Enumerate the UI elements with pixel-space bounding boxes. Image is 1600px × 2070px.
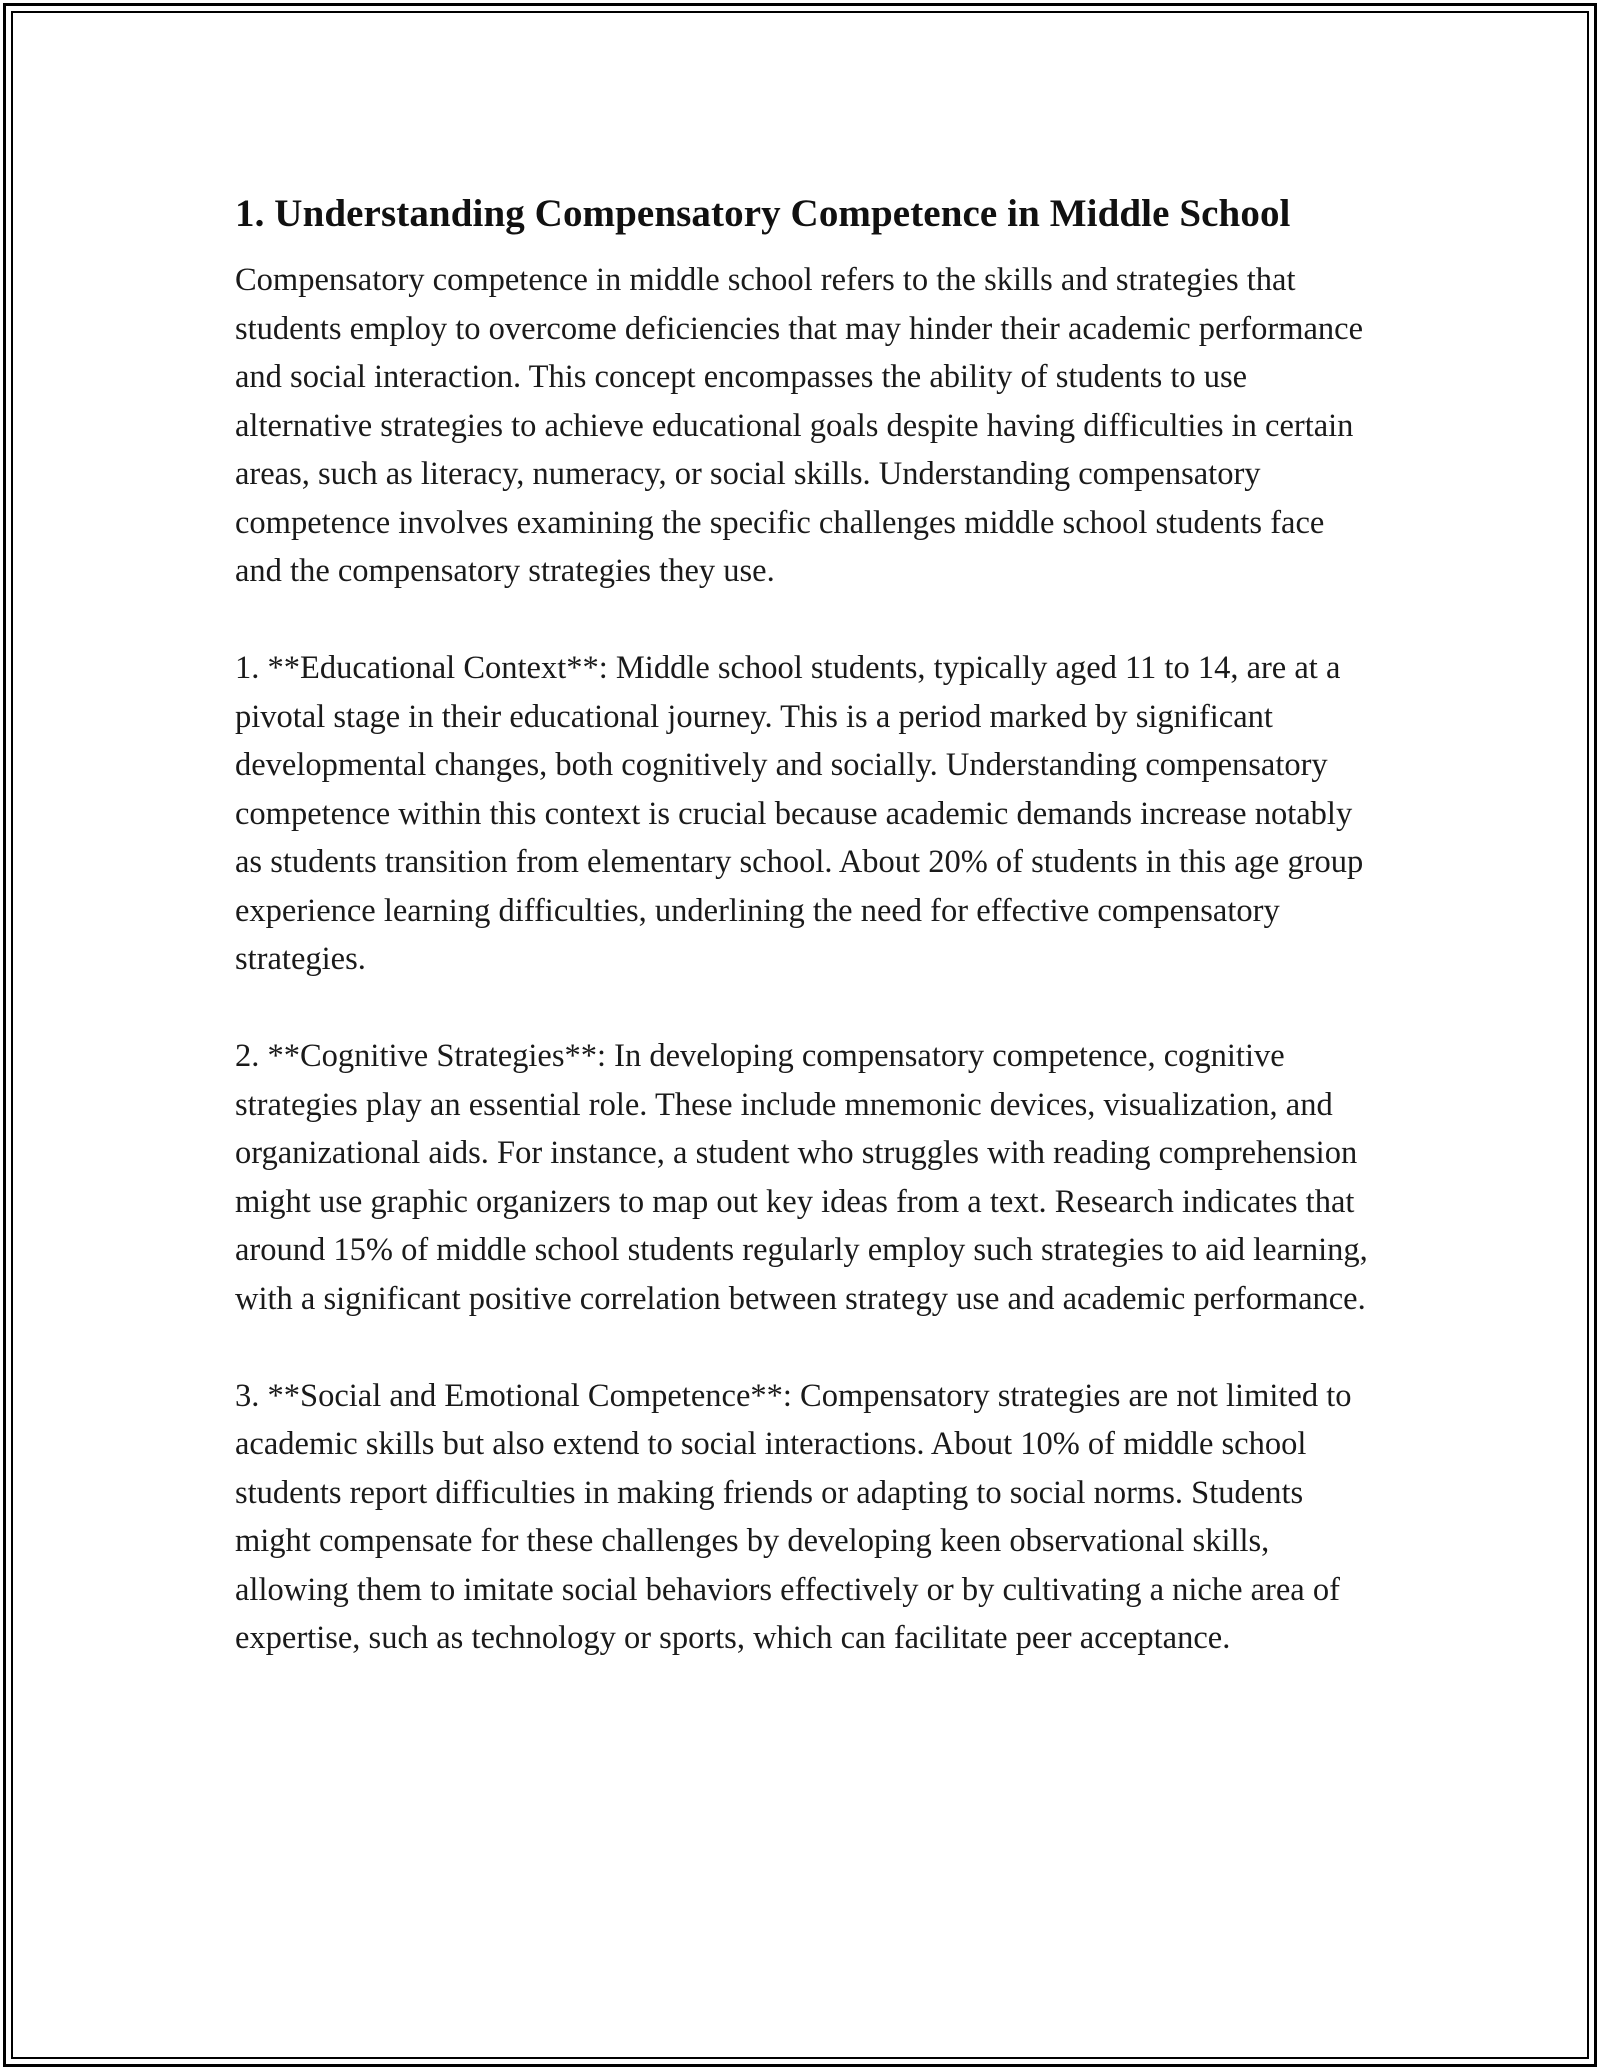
social-emotional-paragraph: 3. **Social and Emotional Competence**: Compensatory strategies are not limited to academic skills but also extend to social interactions. About 10% of middle school students report difficulties in making friends or adapting to social norms. Students might compensate for these challenges by developing keen observational skills, allowing them to imitate social behaviors effectively or by cultivating a niche area of expertise, such as technology or sports, which can facilitate peer acceptance.: [235, 1377, 1352, 1656]
document-body: [235, 186, 1375, 1663]
cognitive-strategies-paragraph: 2. **Cognitive Strategies**: In developing compensatory competence, cognitive strategies play an essential role. These include mnemonic devices, visualization, and organizational aids. For instance, a student who struggles with reading comprehension might use graphic organizers to map out key ideas from a text. Research indicates that around 15% of middle school students regularly employ such strategies to aid learning, with a significant positive correlation between strategy use and academic performance.: [235, 1038, 1368, 1317]
intro-paragraph: Compensatory competence in middle school refers to the skills and strategies that students employ to overcome deficiencies that may hinder their academic performance and social interaction. This concept encompasses the ability of students to use alternative strategies to achieve educational goals despite having difficulties in certain areas, such as literacy, numeracy, or social skills. Understanding compensatory competence involves examining the specific challenges middle school students face and the compensatory strategies they use.: [235, 262, 1364, 589]
section-heading: 1. Understanding Compensatory Competence in Middle School: [235, 192, 1291, 235]
educational-context-paragraph: 1. **Educational Context**: Middle school students, typically aged 11 to 14, are at a pivotal stage in their educational journey. This is a period marked by significant developmental changes, both cognitively and socially. Understanding compensatory competence within this context is crucial because academic demands increase notably as students transition from elementary school. About 20% of students in this age group experience learning difficulties, underlining the need for effective compensatory strategies.: [235, 650, 1364, 977]
